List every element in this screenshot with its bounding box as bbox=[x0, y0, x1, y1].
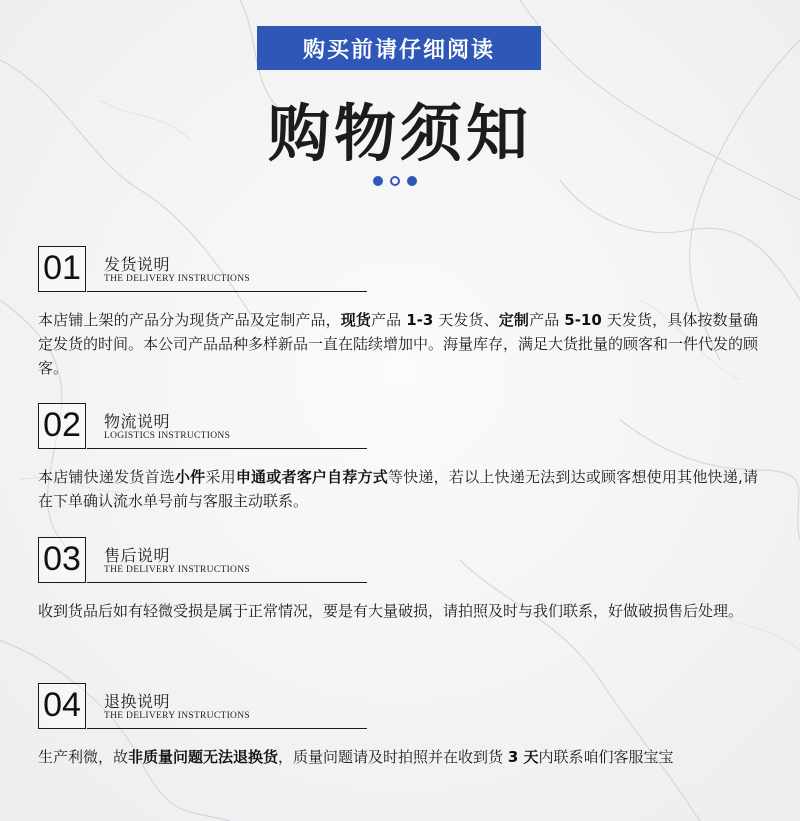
section-body bbox=[38, 465, 758, 513]
page-title: 购物须知 bbox=[267, 97, 532, 170]
dot-icon bbox=[390, 176, 400, 186]
body-text: 采用 bbox=[205, 468, 236, 486]
body-text: 内联系咱们客服宝宝 bbox=[538, 748, 674, 766]
section-title: 发货说明 bbox=[104, 255, 171, 274]
section-subtitle: THE DELIVERY INSTRUCTIONS bbox=[104, 711, 250, 721]
decorative-dots bbox=[373, 176, 417, 186]
emphasis-text: 申通或者客户自荐方式 bbox=[235, 468, 388, 486]
emphasis-text: 3 天 bbox=[507, 748, 539, 766]
section-body bbox=[38, 308, 758, 380]
section-header bbox=[38, 403, 758, 451]
divider bbox=[87, 448, 367, 449]
dot-icon bbox=[373, 176, 383, 186]
section-header bbox=[38, 537, 758, 585]
emphasis-text: 1-3 bbox=[406, 311, 434, 329]
body-text: 等快递，若以上快递无法到达或顾客想使用其他快递,请在下单确认流水单号前与客服主动联系。 bbox=[38, 468, 758, 510]
section-title: 物流说明 bbox=[104, 412, 171, 431]
emphasis-text: 小件 bbox=[174, 468, 206, 486]
body-text: 收到货品后如有轻微受损是属于正常情况，要是有大量破损，请拍照及时与我们联系，好做破损售后处理。 bbox=[38, 602, 744, 620]
section-delivery bbox=[38, 246, 758, 380]
section-subtitle: THE DELIVERY INSTRUCTIONS bbox=[104, 565, 250, 575]
body-text: 产品 bbox=[371, 311, 407, 329]
read-before-purchase-banner: 购买前请仔细阅读 bbox=[257, 26, 541, 70]
section-header bbox=[38, 246, 758, 294]
body-text: 本店铺上架的产品分为现货产品及定制产品， bbox=[38, 311, 341, 329]
section-returns bbox=[38, 683, 758, 769]
body-text: 产品 bbox=[529, 311, 565, 329]
body-text: ，质量问题请及时拍照并在收到货 bbox=[278, 748, 508, 766]
section-number: 01 bbox=[38, 246, 86, 292]
section-title: 售后说明 bbox=[104, 546, 171, 565]
section-number: 02 bbox=[38, 403, 86, 449]
section-number: 04 bbox=[38, 683, 86, 729]
section-subtitle: LOGISTICS INSTRUCTIONS bbox=[104, 431, 231, 441]
body-text: 天发货，具体按数量确定发货的时间。本公司产品品种多样新品一直在陆续增加中。海量库存，满足大货批量的顾客和一件代发的顾客。 bbox=[38, 311, 759, 377]
section-title: 退换说明 bbox=[104, 692, 171, 711]
section-body bbox=[38, 599, 758, 623]
section-number: 03 bbox=[38, 537, 86, 583]
section-after-sales bbox=[38, 537, 758, 623]
dot-icon bbox=[407, 176, 417, 186]
divider bbox=[87, 291, 367, 292]
emphasis-text: 5-10 bbox=[564, 311, 602, 329]
body-text: 生产利微，故 bbox=[38, 748, 129, 766]
section-logistics bbox=[38, 403, 758, 513]
section-body bbox=[38, 745, 758, 769]
section-subtitle: THE DELIVERY INSTRUCTIONS bbox=[104, 274, 250, 284]
body-text: 本店铺快递发货首选 bbox=[38, 468, 175, 486]
emphasis-text: 非质量问题无法退换货 bbox=[128, 748, 279, 766]
body-text: 天发货、 bbox=[433, 311, 499, 329]
divider bbox=[87, 728, 367, 729]
section-header bbox=[38, 683, 758, 731]
emphasis-text: 现货 bbox=[340, 311, 372, 329]
divider bbox=[87, 582, 367, 583]
emphasis-text: 定制 bbox=[498, 311, 530, 329]
